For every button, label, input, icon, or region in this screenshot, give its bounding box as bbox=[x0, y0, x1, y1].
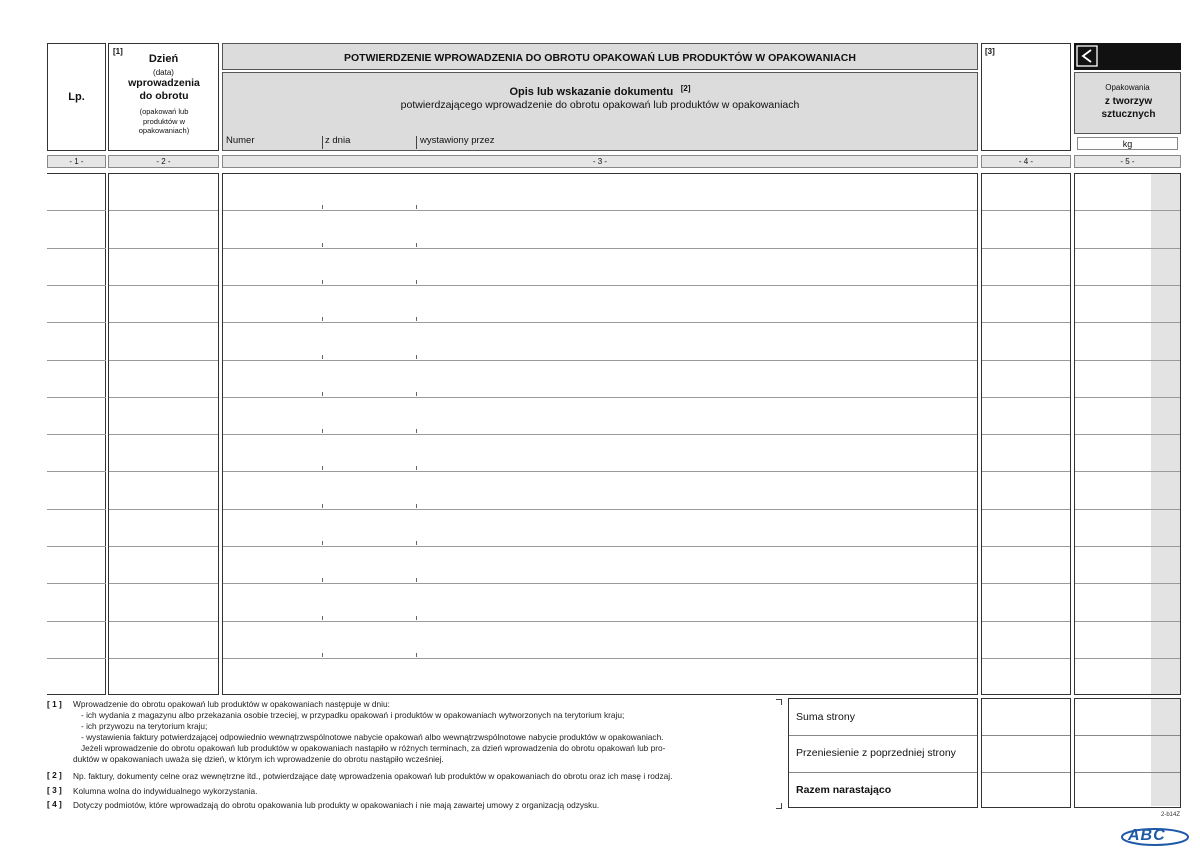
footnote-1-label: [ 1 ] bbox=[47, 699, 62, 709]
colnum-2: - 2 - bbox=[108, 155, 219, 168]
row-line bbox=[982, 658, 1070, 659]
column-tick bbox=[322, 205, 323, 209]
footnote-ref-3: [3] bbox=[985, 47, 995, 56]
column-tick bbox=[416, 504, 417, 508]
row-line bbox=[109, 509, 218, 510]
row-line bbox=[1075, 583, 1180, 584]
column-tick bbox=[322, 504, 323, 508]
header-col4-cell bbox=[981, 43, 1071, 151]
lp-label: Lp. bbox=[68, 91, 85, 103]
row-line bbox=[223, 546, 977, 547]
date-bold-label: wprowadzenia do obrotu bbox=[128, 77, 200, 102]
summary-col5-box bbox=[1074, 698, 1181, 808]
summary-col4-div-1 bbox=[982, 735, 1070, 736]
row-line bbox=[982, 285, 1070, 286]
footnote-2-label: [ 2 ] bbox=[47, 770, 62, 780]
column-tick bbox=[322, 280, 323, 284]
row-line bbox=[109, 583, 218, 584]
col5-black-tab bbox=[1074, 43, 1181, 70]
column-tick bbox=[322, 392, 323, 396]
footnote-1-line-2: - ich wydania z magazynu albo przekazania osobie trzeciej, w przypadku opakowań i produktów w opakowaniach wytworzonych na terytorium kraju; bbox=[81, 710, 625, 720]
row-line bbox=[47, 658, 106, 659]
colnum-4: - 4 - bbox=[981, 155, 1071, 168]
row-line bbox=[109, 210, 218, 211]
column-tick bbox=[416, 541, 417, 545]
column-tick bbox=[322, 653, 323, 657]
opis-heading bbox=[223, 82, 977, 100]
opis-subtitle: potwierdzającego wprowadzenie do obrotu opakowań lub produktów w opakowaniach bbox=[400, 99, 800, 111]
row-line bbox=[1075, 397, 1180, 398]
row-line bbox=[47, 248, 106, 249]
row-line bbox=[109, 397, 218, 398]
row-line bbox=[223, 360, 977, 361]
row-line bbox=[1075, 360, 1180, 361]
row-line bbox=[1075, 210, 1180, 211]
summary-col5-shade bbox=[1151, 699, 1180, 806]
column-tick bbox=[322, 355, 323, 359]
row-line bbox=[223, 471, 977, 472]
column-tick bbox=[416, 205, 417, 209]
footnote-4-text: Dotyczy podmiotów, które wprowadzają do obrotu opakowania lub produkty w opakowaniach i nie mają zawartej umowy z organizacją odzysku. bbox=[73, 800, 600, 810]
row-line bbox=[982, 322, 1070, 323]
row-line bbox=[223, 322, 977, 323]
footnote-3-text: Kolumna wolna do indywidualnego wykorzystania. bbox=[73, 786, 258, 796]
footnote-ref-1: [1] bbox=[113, 47, 123, 56]
row-line bbox=[1075, 546, 1180, 547]
row-line bbox=[47, 322, 106, 323]
row-line bbox=[223, 397, 977, 398]
column-tick bbox=[322, 243, 323, 247]
colnum-1: - 1 - bbox=[47, 155, 106, 168]
row-line bbox=[223, 248, 977, 249]
row-line bbox=[47, 210, 106, 211]
form-code: 2-b14Z bbox=[1161, 812, 1181, 818]
row-line bbox=[982, 360, 1070, 361]
column-tick bbox=[416, 392, 417, 396]
column-tick bbox=[416, 616, 417, 620]
footnote-1-line-4: - wystawienia faktury potwierdzającej odpowiednio wewnątrzwspólnotowe nabycie opakowań albo wewnątrzwspólnotowe nabycie produktów w opakowaniach. bbox=[81, 732, 664, 742]
row-line bbox=[47, 546, 106, 547]
row-line bbox=[982, 509, 1070, 510]
row-line bbox=[982, 434, 1070, 435]
footnote-1-line-1: Wprowadzenie do obrotu opakowań lub produktów w opakowaniach następuje w dniu: bbox=[73, 699, 390, 709]
row-line bbox=[223, 434, 977, 435]
column-tick bbox=[322, 541, 323, 545]
sub-zdnia-label: z dnia bbox=[325, 135, 351, 146]
footnote-1-line-3: - ich przywozu na terytorium kraju; bbox=[81, 721, 208, 731]
row-line bbox=[47, 434, 106, 435]
row-line bbox=[223, 658, 977, 659]
row-line bbox=[1075, 509, 1180, 510]
row-line bbox=[47, 471, 106, 472]
column-tick bbox=[322, 466, 323, 470]
row-line bbox=[982, 397, 1070, 398]
sub-divider-1 bbox=[322, 136, 323, 149]
opis-title: Opis lub wskazanie dokumentu bbox=[509, 86, 674, 98]
row-line bbox=[109, 322, 218, 323]
row-line bbox=[47, 621, 106, 622]
column-tick bbox=[416, 653, 417, 657]
row-line bbox=[109, 360, 218, 361]
row-line bbox=[982, 583, 1070, 584]
razem-label: Razem narastająco bbox=[796, 784, 892, 796]
row-line bbox=[1075, 658, 1180, 659]
row-line bbox=[47, 285, 106, 286]
main-title: POTWIERDZENIE WPROWADZENIA DO OBROTU OPAKOWAŃ LUB PRODUKTÓW W OPAKOWANIACH bbox=[344, 52, 856, 64]
row-line bbox=[1075, 621, 1180, 622]
column-tick bbox=[322, 616, 323, 620]
column-tick bbox=[416, 243, 417, 247]
row-line bbox=[982, 248, 1070, 249]
footnote-1-line-6: duktów w opakowaniach uważa się dzień, w którym ich wprowadzenie do obrotu nastąpiło wcześniej. bbox=[73, 754, 444, 764]
footnote-3-label: [ 3 ] bbox=[47, 785, 62, 795]
date-title: Dzień bbox=[148, 53, 179, 65]
opis-cell bbox=[222, 72, 978, 151]
row-line bbox=[982, 546, 1070, 547]
header-date-cell bbox=[108, 43, 219, 151]
col5-bold-label: z tworzyw sztucznych bbox=[1101, 96, 1156, 120]
colnum-5: - 5 - bbox=[1074, 155, 1181, 168]
column-tick bbox=[322, 578, 323, 582]
summary-col5-div-1 bbox=[1075, 735, 1180, 736]
colnum-3: - 3 - bbox=[222, 155, 978, 168]
column-tick bbox=[416, 578, 417, 582]
row-line bbox=[109, 285, 218, 286]
suma-strony-label: Suma strony bbox=[796, 711, 855, 723]
row-line bbox=[1075, 285, 1180, 286]
footnote-4-label: [ 4 ] bbox=[47, 799, 62, 809]
footnote-bracket-top bbox=[776, 699, 782, 705]
sub-numer-label: Numer bbox=[226, 135, 255, 146]
col5-unit: kg bbox=[1122, 139, 1133, 149]
row-line bbox=[109, 248, 218, 249]
col5-small-label: Opakowania bbox=[1105, 83, 1150, 92]
row-line bbox=[982, 471, 1070, 472]
footnote-ref-2: [2] bbox=[680, 84, 691, 93]
row-line bbox=[47, 583, 106, 584]
column-tick bbox=[416, 280, 417, 284]
column-tick bbox=[322, 317, 323, 321]
row-line bbox=[47, 509, 106, 510]
row-line bbox=[223, 621, 977, 622]
row-line bbox=[109, 658, 218, 659]
column-tick bbox=[416, 317, 417, 321]
row-line bbox=[1075, 322, 1180, 323]
column-tick bbox=[416, 429, 417, 433]
summary-col4-div-2 bbox=[982, 772, 1070, 773]
row-line bbox=[47, 397, 106, 398]
row-line bbox=[109, 471, 218, 472]
logo-text: ABC bbox=[1128, 827, 1166, 844]
arrow-left-icon bbox=[1076, 45, 1100, 69]
footnote-bracket-bottom bbox=[776, 803, 782, 809]
abc-logo bbox=[1120, 826, 1190, 846]
przeniesienie-label: Przeniesienie z poprzedniej strony bbox=[796, 747, 956, 759]
row-line bbox=[109, 621, 218, 622]
row-line bbox=[982, 210, 1070, 211]
summary-col5-div-2 bbox=[1075, 772, 1180, 773]
row-line bbox=[223, 583, 977, 584]
column-tick bbox=[322, 429, 323, 433]
row-line bbox=[1075, 471, 1180, 472]
main-title-bar bbox=[222, 43, 978, 70]
summary-divider-2 bbox=[789, 772, 977, 773]
row-line bbox=[982, 621, 1070, 622]
column-tick bbox=[416, 466, 417, 470]
summary-label-box bbox=[788, 698, 978, 808]
summary-col4-box bbox=[981, 698, 1071, 808]
row-line bbox=[223, 210, 977, 211]
header-lp-cell bbox=[47, 43, 106, 151]
row-line bbox=[1075, 434, 1180, 435]
date-note: (opakowań lub produktów w opakowaniach) bbox=[138, 107, 190, 135]
row-line bbox=[223, 285, 977, 286]
row-line bbox=[109, 546, 218, 547]
date-subtitle: (data) bbox=[153, 68, 174, 77]
summary-divider-1 bbox=[789, 735, 977, 736]
col5-header-cell bbox=[1074, 72, 1181, 134]
footnote-2-text: Np. faktury, dokumenty celne oraz wewnętrzne itd., potwierdzające datę wprowadzenia opakowań lub produktów w opakowaniach do obrotu oraz ich masę i rodzaj. bbox=[73, 771, 673, 781]
sub-divider-2 bbox=[416, 136, 417, 149]
row-line bbox=[109, 434, 218, 435]
column-tick bbox=[416, 355, 417, 359]
row-line bbox=[47, 360, 106, 361]
row-line bbox=[223, 509, 977, 510]
sub-wyst-label: wystawiony przez bbox=[420, 135, 495, 146]
footnote-1-line-5: Jeżeli wprowadzenie do obrotu opakowań lub produktów w opakowaniach nastąpiło w różnych terminach, za dzień wprowadzenia do obrotu opakowań lub pro- bbox=[81, 743, 666, 753]
row-line bbox=[1075, 248, 1180, 249]
col5-unit-cell bbox=[1077, 137, 1178, 150]
